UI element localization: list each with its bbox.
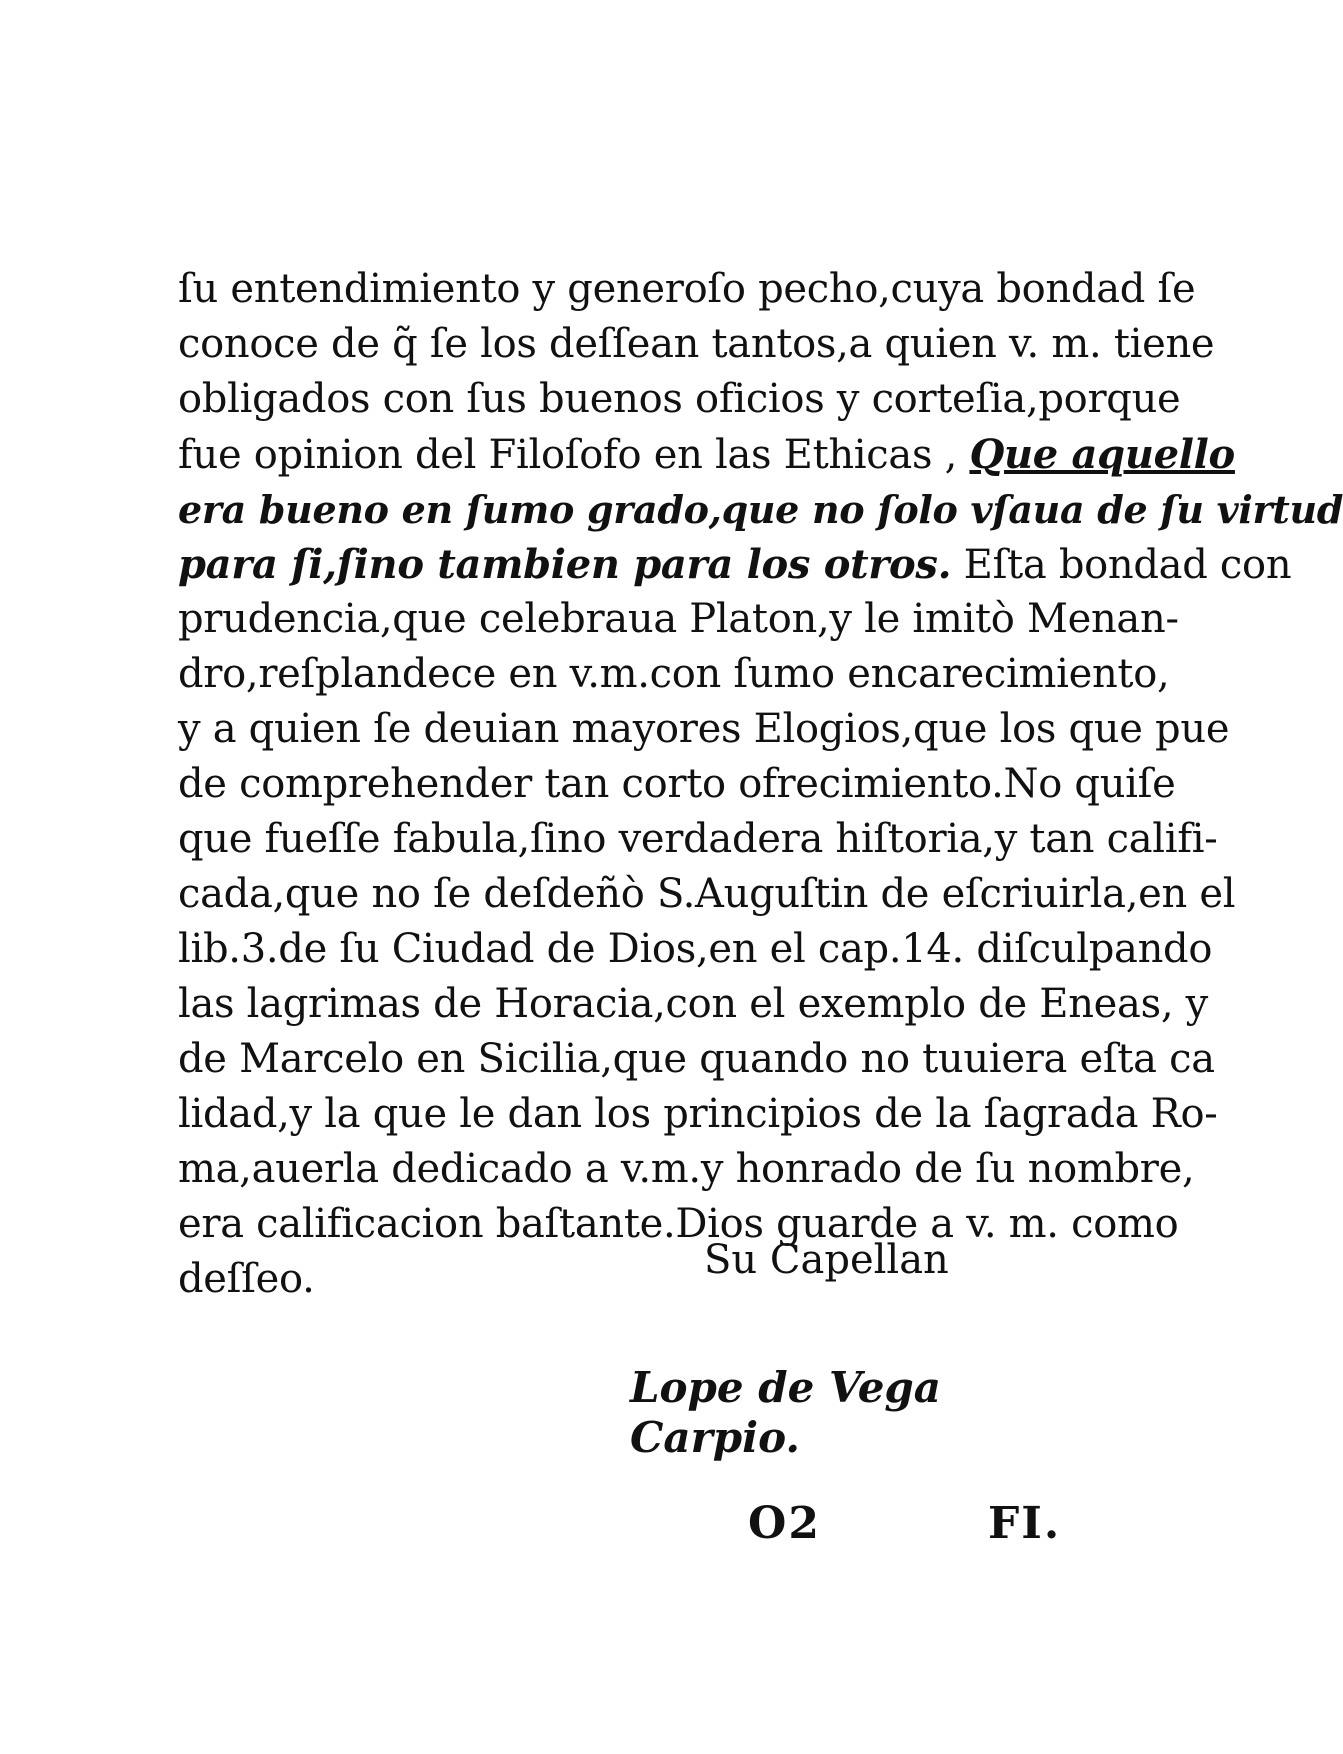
text-line-roman-part: fue opinion del Filoſofo en las Ethicas , bbox=[178, 432, 958, 478]
text-line: de comprehender tan corto ofrecimiento.No quiſe bbox=[178, 761, 1176, 807]
catchword: FI. bbox=[988, 1498, 1062, 1549]
text-line: y a quien ſe deuian mayores Elogios,que los que pue bbox=[178, 706, 1230, 752]
quotation-line: era bueno en ſumo grado,que no ſolo vſaua de ſu virtud bbox=[178, 487, 1343, 532]
text-line-mixed bbox=[178, 427, 1235, 482]
text-line: conoce de q̃ ſe los deſſean tantos,a quien v. m. tiene bbox=[178, 321, 1215, 367]
quotation-end: para ſi,ſino tambien para los otros. bbox=[178, 541, 952, 588]
dedication-text bbox=[178, 262, 1343, 1307]
text-line: dro,reſplandece en v.m.con ſumo encarecimiento, bbox=[178, 651, 1170, 697]
text-line: las lagrimas de Horacia,con el exemplo de Eneas, y bbox=[178, 981, 1208, 1027]
closing-signature bbox=[630, 1235, 1120, 1463]
text-line: prudencia,que celebraua Platon,y le imitò Menan- bbox=[178, 596, 1179, 642]
text-line: de Marcelo en Sicilia,que quando no tuuiera eſta ca bbox=[178, 1036, 1215, 1082]
text-line-roman-part: Eſta bondad con bbox=[963, 542, 1292, 588]
printer-signature-mark: O2 bbox=[748, 1498, 821, 1549]
text-line: lib.3.de ſu Ciudad de Dios,en el cap.14. diſculpando bbox=[178, 926, 1213, 972]
text-line: ſu entendimiento y generoſo pecho,cuya bondad ſe bbox=[178, 266, 1196, 312]
closing-title: Su Capellan bbox=[704, 1237, 949, 1283]
author-name: Lope de Vega Carpio. bbox=[630, 1363, 942, 1462]
text-line: ma,auerla dedicado a v.m.y honrado de ſu nombre, bbox=[178, 1146, 1195, 1192]
text-line: que fueſſe fabula,ſino verdadera hiſtoria,y tan califi- bbox=[178, 816, 1218, 862]
text-line: lidad,y la que le dan los principios de la ſagrada Ro- bbox=[178, 1091, 1218, 1137]
text-line: obligados con ſus buenos oficios y corteſia,porque bbox=[178, 376, 1181, 422]
text-line: cada,que no ſe deſdeñò S.Auguſtin de eſcriuirla,en el bbox=[178, 871, 1236, 917]
text-line: era calificacion baſtante.Dios guarde a v. m. como bbox=[178, 1201, 1179, 1247]
quotation-start: Que aquello bbox=[969, 431, 1235, 478]
text-line: deſſeo. bbox=[178, 1256, 315, 1302]
text-line-mixed bbox=[178, 537, 1292, 592]
